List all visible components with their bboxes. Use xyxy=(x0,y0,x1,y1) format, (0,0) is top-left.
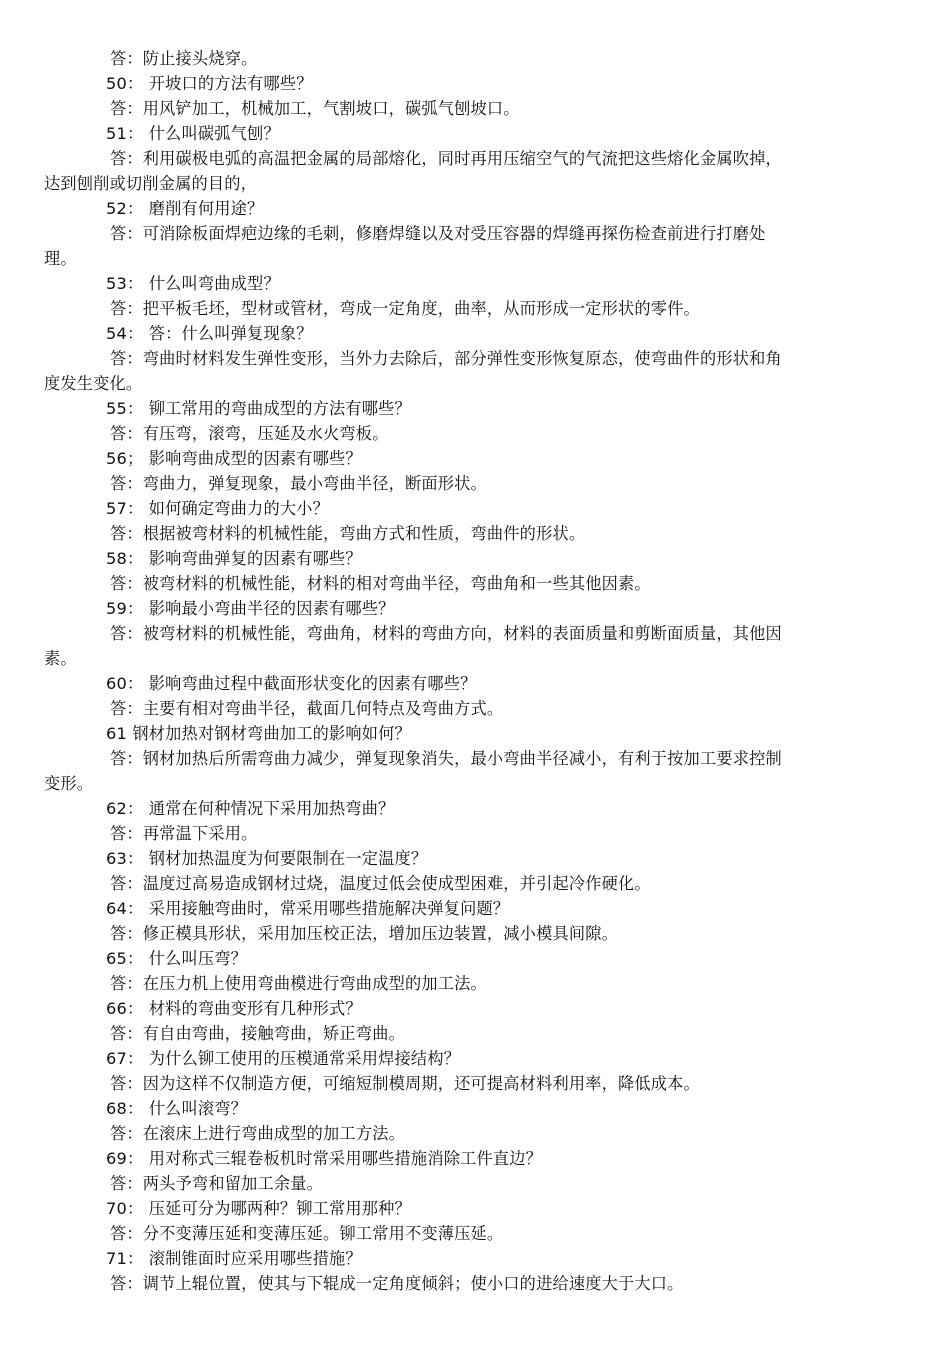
answer-line: 答：弯曲力，弹复现象，最小弯曲半径，断面形状。 xyxy=(110,474,487,493)
question-line: 58： 影响弯曲弹复的因素有哪些？ xyxy=(106,549,362,568)
question-line: 61 钢材加热对钢材弯曲加工的影响如何？ xyxy=(106,724,411,743)
question-line: 64： 采用接触弯曲时，常采用哪些措施解决弹复问题？ xyxy=(106,899,510,918)
question-line: 56； 影响弯曲成型的因素有哪些？ xyxy=(106,449,362,468)
question-line: 51： 什么叫碳弧气刨？ xyxy=(106,124,280,143)
answer-line: 答：用风铲加工，机械加工，气割坡口，碳弧气刨坡口。 xyxy=(110,99,520,118)
answer-line: 答：因为这样不仅制造方便，可缩短制模周期，还可提高材料利用率，降低成本。 xyxy=(110,1074,700,1093)
answer-line: 答：有自由弯曲，接触弯曲，矫正弯曲。 xyxy=(110,1024,405,1043)
answer-line: 答：温度过高易造成钢材过烧，温度过低会使成型困难，并引起冷作硬化。 xyxy=(110,874,651,893)
answer-line: 答：根据被弯材料的机械性能，弯曲方式和性质，弯曲件的形状。 xyxy=(110,524,586,543)
continuation-line: 理。 xyxy=(44,249,77,268)
answer-line: 答：弯曲时材料发生弹性变形，当外力去除后，部分弹性变形恢复原态，使弯曲件的形状和角 xyxy=(110,349,782,368)
continuation-line: 变形。 xyxy=(44,774,94,793)
answer-line: 答：把平板毛坯，型材或管材，弯成一定角度，曲率，从而形成一定形状的零件。 xyxy=(110,299,700,318)
question-line: 69： 用对称式三辊卷板机时常采用哪些措施消除工件直边？ xyxy=(106,1149,543,1168)
answer-line: 答：防止接头烧穿。 xyxy=(110,49,258,68)
answer-line: 答：在滚床上进行弯曲成型的加工方法。 xyxy=(110,1124,405,1143)
question-line: 66： 材料的弯曲变形有几种形式？ xyxy=(106,999,362,1018)
answer-line: 答：主要有相对弯曲半径，截面几何特点及弯曲方式。 xyxy=(110,699,504,718)
question-line: 68： 什么叫滚弯？ xyxy=(106,1099,248,1118)
answer-line: 答：修正模具形状，采用加压校正法，增加压边装置，减小模具间隙。 xyxy=(110,924,619,943)
question-line: 60： 影响弯曲过程中截面形状变化的因素有哪些？ xyxy=(106,674,477,693)
continuation-line: 达到刨削或切削金属的目的， xyxy=(44,174,258,193)
answer-line: 答：可消除板面焊疤边缘的毛刺，修磨焊缝以及对受压容器的焊缝再探伤检查前进行打磨处 xyxy=(110,224,766,243)
answer-line: 答：再常温下采用。 xyxy=(110,824,258,843)
answer-line: 答：调节上辊位置，使其与下辊成一定角度倾斜；使小口的进给速度大于大口。 xyxy=(110,1274,684,1293)
question-line: 55： 铆工常用的弯曲成型的方法有哪些？ xyxy=(106,399,411,418)
answer-line: 答：在压力机上使用弯曲模进行弯曲成型的加工法。 xyxy=(110,974,487,993)
question-line: 62： 通常在何种情况下采用加热弯曲？ xyxy=(106,799,395,818)
question-line: 59： 影响最小弯曲半径的因素有哪些？ xyxy=(106,599,395,618)
question-line: 52： 磨削有何用途？ xyxy=(106,199,264,218)
question-line: 70： 压延可分为哪两种？铆工常用那种？ xyxy=(106,1199,411,1218)
answer-line: 答：钢材加热后所需弯曲力减少，弹复现象消失，最小弯曲半径减小，有利于按加工要求控制 xyxy=(110,749,782,768)
question-line: 57： 如何确定弯曲力的大小？ xyxy=(106,499,329,518)
question-line: 67： 为什么铆工使用的压模通常采用焊接结构？ xyxy=(106,1049,461,1068)
answer-line: 答：分不变薄压延和变薄压延。铆工常用不变薄压延。 xyxy=(110,1224,504,1243)
answer-line: 答：两头予弯和留加工余量。 xyxy=(110,1174,324,1193)
question-line: 65： 什么叫压弯？ xyxy=(106,949,248,968)
answer-line: 答：利用碳极电弧的高温把金属的局部熔化，同时再用压缩空气的气流把这些熔化金属吹掉， xyxy=(110,149,782,168)
answer-line: 答：有压弯，滚弯，压延及水火弯板。 xyxy=(110,424,389,443)
question-line: 71： 滚制锥面时应采用哪些措施？ xyxy=(106,1249,362,1268)
question-line: 54： 答：什么叫弹复现象？ xyxy=(106,324,313,343)
continuation-line: 素。 xyxy=(44,649,77,668)
question-line: 50： 开坡口的方法有哪些？ xyxy=(106,74,313,93)
continuation-line: 度发生变化。 xyxy=(44,374,143,393)
answer-line: 答：被弯材料的机械性能，弯曲角，材料的弯曲方向，材料的表面质量和剪断面质量，其他因 xyxy=(110,624,782,643)
question-line: 53： 什么叫弯曲成型？ xyxy=(106,274,280,293)
question-line: 63： 钢材加热温度为何要限制在一定温度？ xyxy=(106,849,428,868)
answer-line: 答：被弯材料的机械性能，材料的相对弯曲半径，弯曲角和一些其他因素。 xyxy=(110,574,651,593)
